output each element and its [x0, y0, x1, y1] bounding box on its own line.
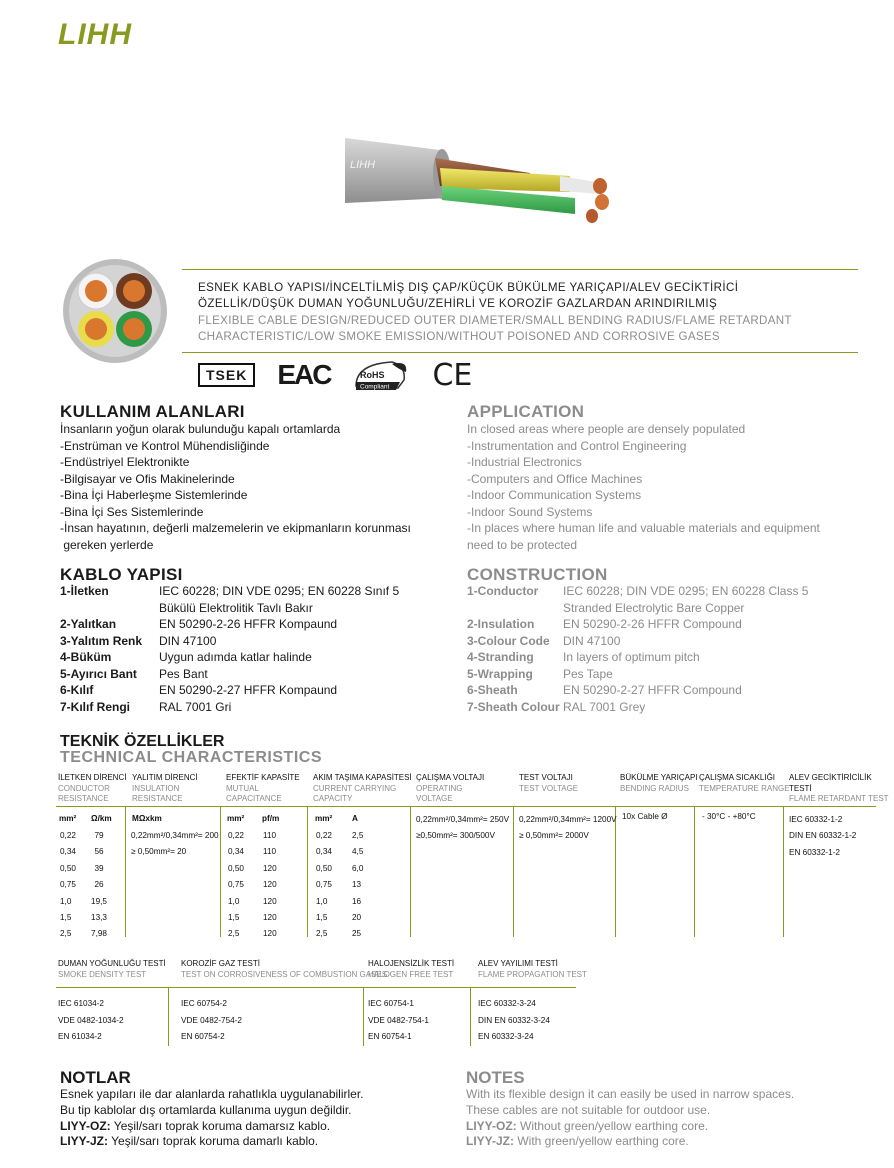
construction-row: 1-İletken IEC 60228; DIN VDE 0295; EN 60228 Sınıf 5 Bükülü Elektrolitik Tavlı Bakır — [60, 584, 400, 615]
construction-row: 6-Kılıf EN 50290-2-27 HFFR Kompaund — [60, 683, 338, 697]
construction-row: 4-Büküm Uygun adımda katlar halinde — [60, 650, 312, 664]
tsek-logo: TSEK — [198, 363, 255, 387]
header-smoke-density: DUMAN YOĞUNLUĞU TESTİ SMOKE DENSITY TEST — [58, 959, 166, 979]
usage-item: -Endüstriyel Elektronikte — [60, 455, 190, 469]
construction-list-en — [467, 583, 867, 715]
col-flame-propagation: IEC 60332-3-24 DIN EN 60332-3-24 EN 60332-3-24 — [478, 999, 550, 1042]
construction-row: 4-Stranding In layers of optimum pitch — [467, 650, 700, 664]
unit: pf/m — [262, 814, 280, 823]
usage-item: -Bilgisayar ve Ofis Makinelerinde — [60, 471, 235, 486]
usage-title-en: APPLICATION — [467, 402, 585, 421]
usage-item: İnsanların yoğun olarak bulunduğu kapalı ortamlarda — [60, 422, 341, 436]
usage-list-en — [467, 421, 867, 553]
construction-row: 3-Yalıtım Renk DIN 47100 — [60, 633, 217, 648]
eac-logo: EAC — [277, 359, 331, 390]
header-flame-retardant: ALEV GECİKTİRİCİLİK TESTİ FLAME RETARDANT TEST — [789, 773, 889, 803]
col-corrosive-gas: IEC 60754-2 VDE 0482-754-2 EN 60754-2 — [181, 999, 242, 1042]
unit: mm² — [315, 814, 333, 823]
construction-row: 2-Yalıtkan EN 50290-2-26 HFFR Kompaund — [60, 617, 338, 631]
svg-text:Compliant: Compliant — [360, 383, 390, 391]
usage-list-tr — [60, 421, 440, 553]
cable-print: LIHH — [350, 159, 376, 171]
col-flame-retardant: IEC 60332-1-2 DIN EN 60332-1-2 EN 60332-1-2 — [789, 815, 857, 857]
construction-row: 3-Colour Code DIN 47100 — [467, 633, 621, 648]
col-temperature: - 30°C - +80°C — [702, 812, 756, 821]
copper-strand — [586, 209, 598, 223]
construction-row: 5-Wrapping Pes Tape — [467, 666, 613, 681]
copper-strand — [595, 194, 609, 210]
notes-title-tr: NOTLAR — [60, 1068, 131, 1087]
usage-item: -Enstrüman ve Kontrol Mühendisliğinde — [60, 438, 270, 453]
col-cond-ohm: 79 56 39 26 19,5 13,3 7,98 — [91, 831, 107, 939]
construction-row: 7-Sheath Colour RAL 7001 Grey — [467, 699, 646, 714]
header-temperature-range: ÇALIŞMA SICAKLIĞI TEMPERATURE RANGE — [699, 773, 790, 793]
unit: Ω/km — [91, 814, 112, 823]
col-cur-a: 2,5 4,5 6,0 13 16 20 25 — [352, 831, 364, 939]
usage-item: -İnsan hayatının, değerli malzemelerin ve ekipmanların korunması — [60, 521, 411, 535]
cross-section-icon — [60, 256, 170, 366]
usage-item: -Bina İçi Haberleşme Sistemlerinde — [60, 488, 248, 502]
header-current-capacity: AKIM TAŞIMA KAPASİTESİ CURRENT CARRYING CAPACITY — [313, 773, 412, 803]
header-insulation-resistance: YALITIM DİRENCİ INSULATION RESISTANCE — [132, 773, 198, 803]
construction-row: 6-Sheath EN 50290-2-27 HFFR Compound — [467, 683, 742, 697]
construction-title-en: CONSTRUCTION — [467, 565, 608, 584]
construction-row: 7-Kılıf Rengi RAL 7001 Gri — [60, 699, 232, 714]
header-corrosive-gas: KOROZİF GAZ TESTİ TEST ON CORROSIVENESS OF COMBUSTION GASES — [181, 959, 388, 979]
rohs-logo — [352, 358, 410, 392]
usage-item: -Indoor Communication Systems — [467, 488, 642, 502]
unit: A — [352, 814, 358, 823]
usage-item: gereken yerlerde — [60, 537, 154, 552]
ce-logo: CE — [432, 357, 473, 393]
header-bending-radius: BÜKÜLME YARIÇAPI BENDING RADIUS — [620, 773, 698, 793]
header-operating-voltage: ÇALIŞMA VOLTAJI OPERATING VOLTAGE — [416, 773, 485, 803]
usage-item: -Bina İçi Ses Sistemlerinde — [60, 504, 204, 519]
table-rule — [56, 987, 576, 988]
header-test-voltage: TEST VOLTAJI TEST VOLTAGE — [519, 773, 579, 793]
usage-item: -Instrumentation and Control Engineering — [467, 438, 687, 453]
tech-title-en: TECHNICAL CHARACTERISTICS — [60, 749, 322, 766]
header-conductor-resistance: İLETKEN DİRENCİ CONDUCTOR RESISTANCE — [58, 773, 127, 803]
notes-title-en: NOTES — [466, 1068, 525, 1087]
tech-title-tr: TEKNİK ÖZELLİKLER — [60, 733, 225, 750]
usage-title-tr: KULLANIM ALANLARI — [60, 402, 245, 421]
col-cond-mm2: 0,22 0,34 0,50 0,75 1,0 1,5 2,5 — [60, 831, 76, 939]
cable-image — [330, 128, 630, 238]
usage-item: In closed areas where people are densely populated — [467, 422, 746, 436]
unit: mm² — [227, 814, 245, 823]
col-smoke-density: IEC 61034-2 VDE 0482-1034-2 EN 61034-2 — [58, 999, 124, 1042]
header-mutual-capacitance: EFEKTİF KAPASİTE MUTUAL CAPACITANCE — [226, 773, 300, 803]
svg-text:RoHS: RoHS — [360, 370, 385, 380]
unit: MΩxkm — [132, 814, 162, 823]
col-cap-mm2: 0,22 0,34 0,50 0,75 1,0 1,5 2,5 — [228, 831, 244, 939]
notes-en: With its flexible design it can easily be used in narrow spaces. These cables are not suitable for outdoor use. LIYY-OZ: Without green/yellow earthing core. LIYY-JZ: With green/yellow earthing core. — [466, 1087, 795, 1149]
col-cur-mm2: 0,22 0,34 0,50 0,75 1,0 1,5 2,5 — [316, 831, 332, 939]
col-halogen-free: IEC 60754-1 VDE 0482-754-1 EN 60754-1 — [368, 999, 429, 1042]
usage-item: -Industrial Electronics — [467, 455, 582, 469]
page-title: LIHH — [58, 18, 132, 51]
header-flame-propagation: ALEV YAYILIMI TESTİ FLAME PROPAGATION TEST — [478, 959, 587, 979]
construction-row: 2-Insulation EN 50290-2-26 HFFR Compound — [467, 617, 742, 631]
notes-tr: Esnek yapıları ile dar alanlarda rahatlıkla uygulanabilirler. Bu tip kablolar dış ortamlarda kullanıma uygun değildir. LIYY-OZ: Yeşil/sarı toprak koruma damarsız kablo. LIYY-JZ: Yeşil/sarı toprak koruma damarlı kablo. — [60, 1087, 364, 1149]
col-cap-pf: 110 110 120 120 120 120 120 — [263, 831, 277, 939]
description-en: FLEXIBLE CABLE DESIGN/REDUCED OUTER DIAMETER/SMALL BENDING RADIUS/FLAME RETARDANT CHARACTERISTIC/LOW SMOKE EMISSION/WITHOUT POISONED AND CORROSIVE GASES — [198, 314, 792, 343]
description-tr: ESNEK KABLO YAPISI/İNCELTİLMİŞ DIŞ ÇAP/KÜÇÜK BÜKÜLME YARIÇAPI/ALEV GECİKTİRİCİ ÖZELLİK/DÜŞÜK DUMAN YOĞUNLUĞU/ZEHİRLİ VE KOROZİF GAZLARDAN ARINDIRILMIŞ — [198, 281, 739, 310]
copper-strand — [593, 178, 607, 194]
construction-title-tr: KABLO YAPISI — [60, 565, 183, 584]
col-bending-radius: 10x Cable Ø — [622, 812, 668, 821]
construction-list-tr — [60, 583, 440, 715]
usage-item: -Computers and Office Machines — [467, 471, 643, 486]
construction-row: 1-Conductor IEC 60228; DIN VDE 0295; EN 60228 Class 5 Stranded Electrolytic Bare Copper — [467, 584, 809, 615]
table-rule — [56, 806, 876, 807]
usage-item: -In places where human life and valuable materials and equipment — [467, 521, 820, 535]
usage-item: -Indoor Sound Systems — [467, 504, 593, 519]
header-halogen-free: HALOJENSİZLİK TESTİ HALOGEN FREE TEST — [368, 959, 455, 979]
col-operating-voltage: 0,22mm²/0,34mm²= 250V ≥0,50mm²= 300/500V — [416, 815, 510, 841]
unit: mm² — [59, 814, 77, 823]
construction-row: 5-Ayırıcı Bant Pes Bant — [60, 666, 208, 681]
usage-item: need to be protected — [467, 537, 578, 552]
col-test-voltage: 0,22mm²/0,34mm²= 1200V ≥ 0,50mm²= 2000V — [519, 815, 617, 841]
certification-logos — [198, 358, 472, 392]
col-insulation: 0,22mm²/0,34mm²= 200 ≥ 0,50mm²= 20 — [131, 831, 219, 857]
